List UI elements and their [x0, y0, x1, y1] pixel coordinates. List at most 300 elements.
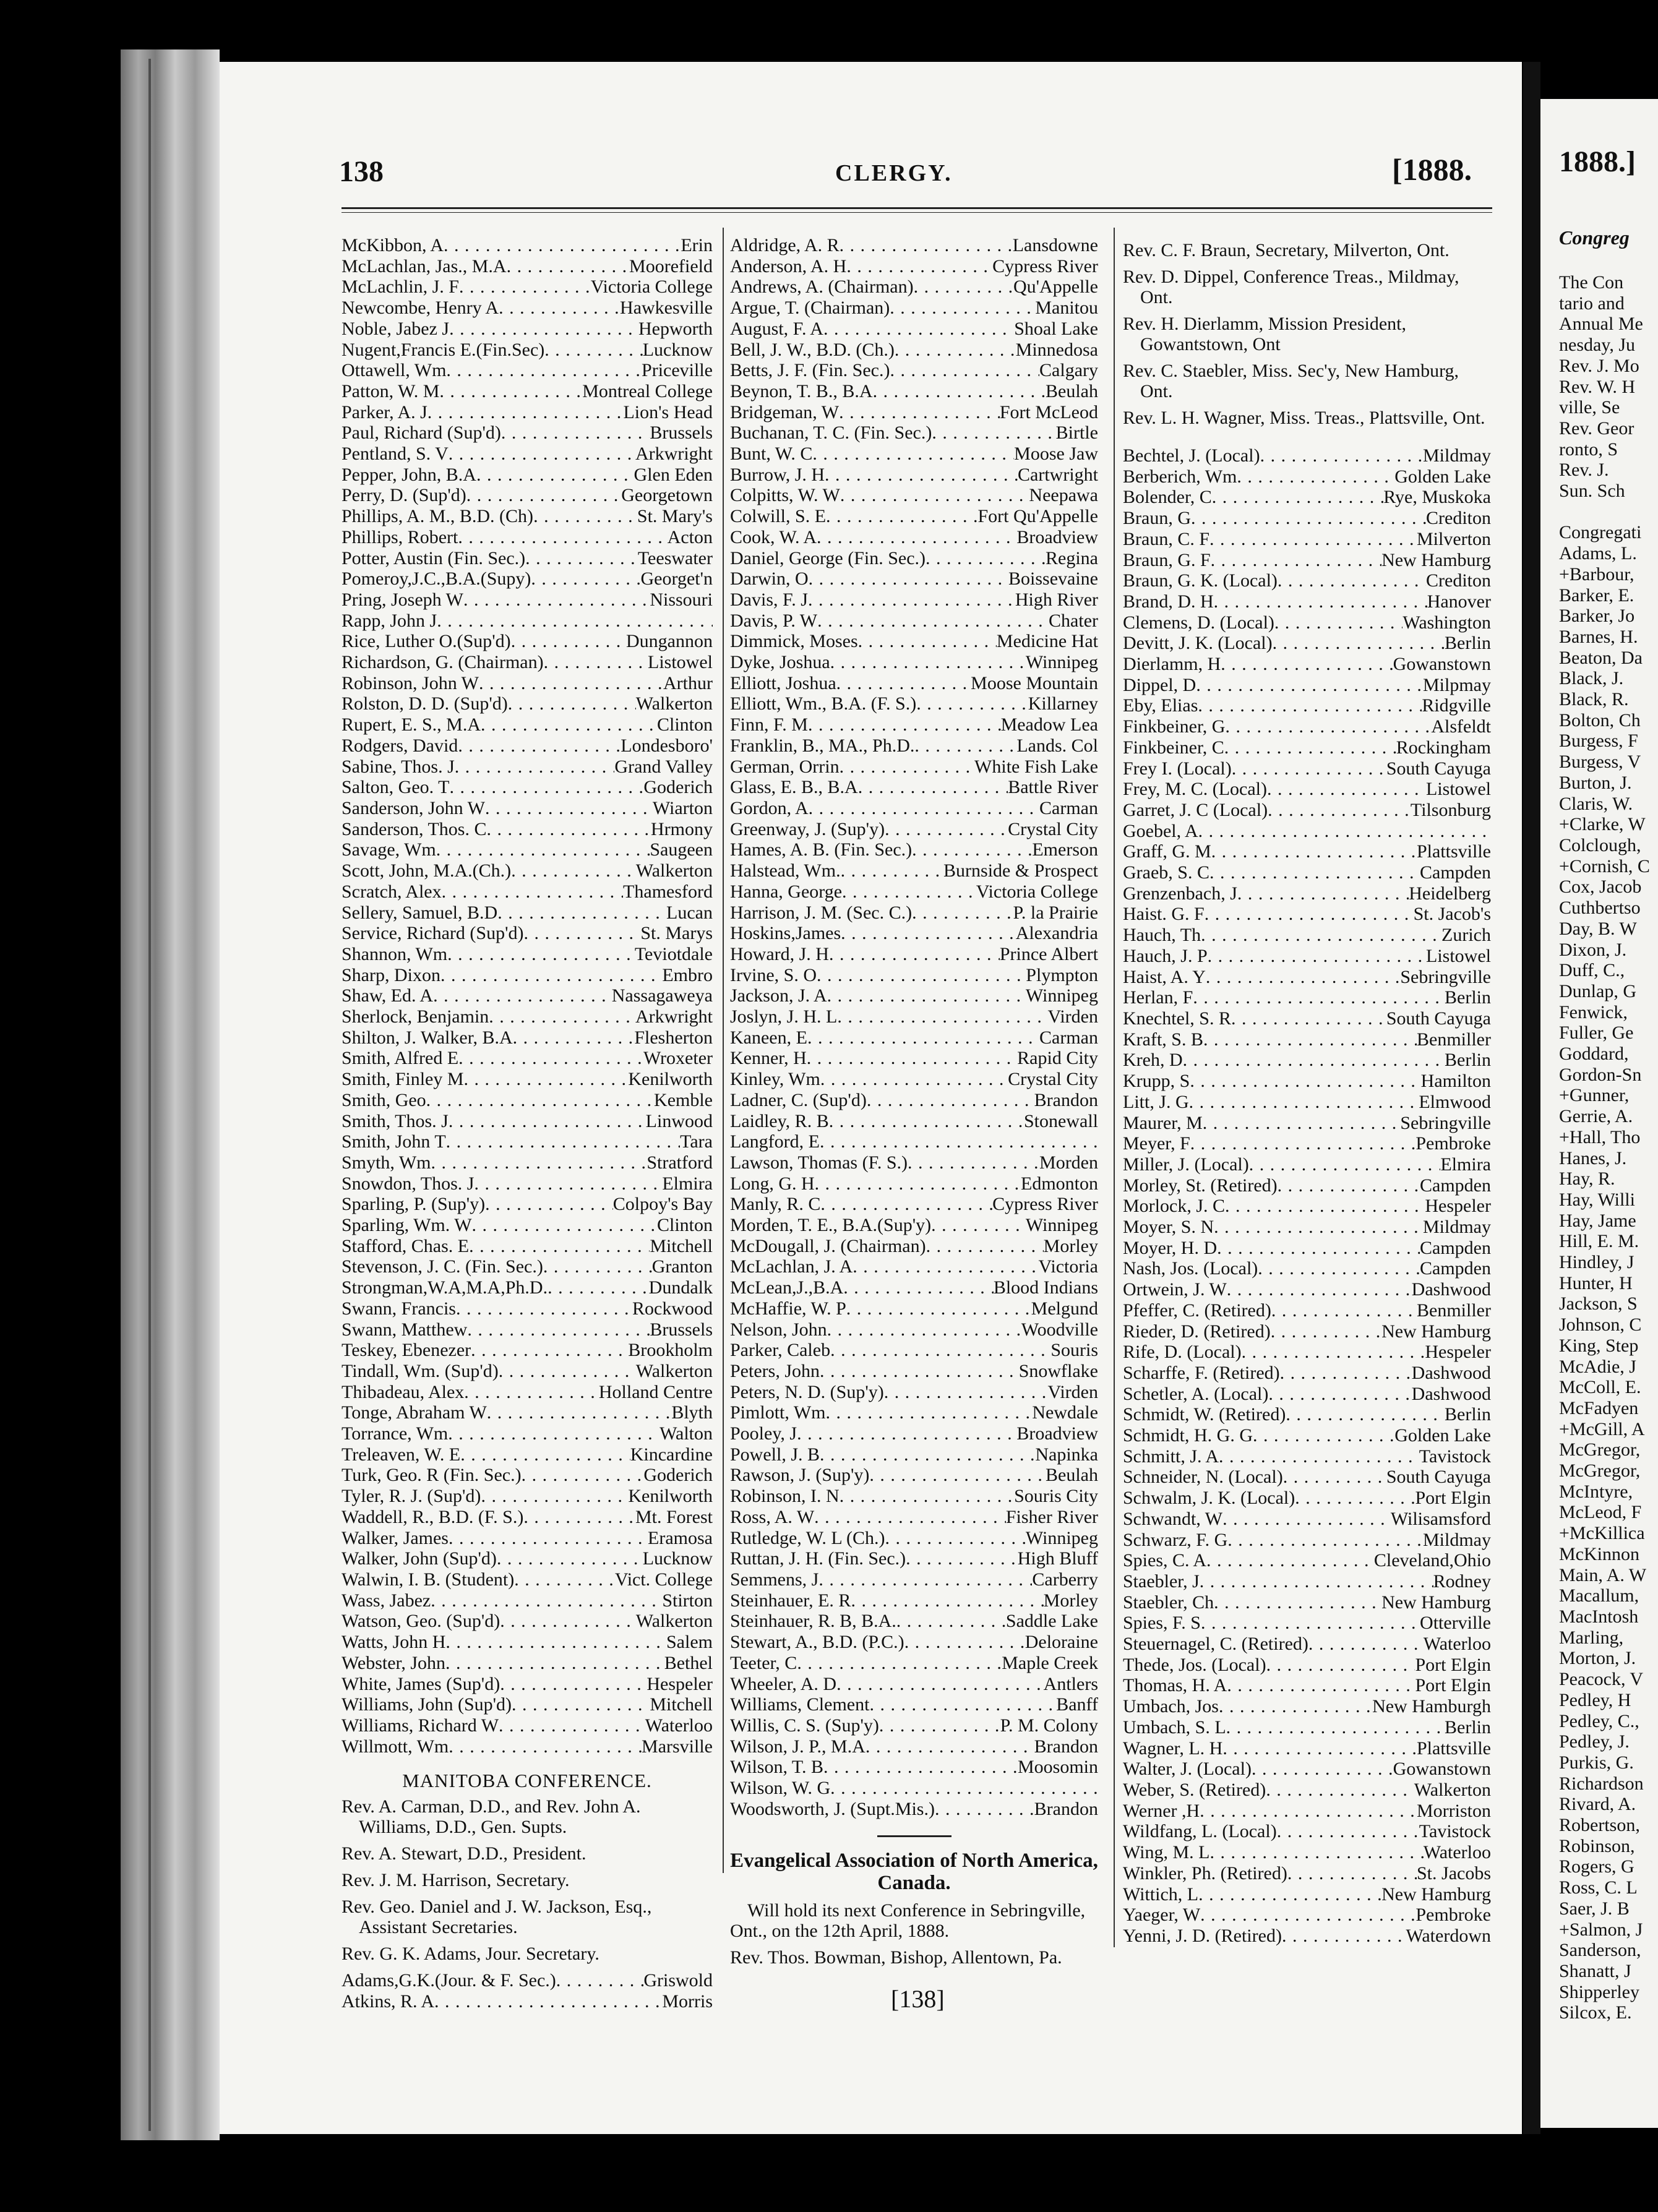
leader-dots — [449, 1736, 642, 1757]
right-page-line: Silcox, E. — [1559, 2002, 1632, 2023]
right-page-line: Dixon, J. — [1559, 939, 1627, 960]
list-item — [341, 444, 713, 465]
leader-dots — [1227, 1530, 1423, 1551]
clergy-place: Listowel — [1426, 945, 1491, 966]
clergy-name: Paul, Richard (Sup'd) — [341, 422, 501, 444]
clergy-place: Crediton — [1426, 508, 1491, 529]
clergy-name: Herlan, F — [1123, 987, 1193, 1008]
list-item — [341, 402, 713, 423]
clergy-place: Walkerton — [635, 1611, 713, 1632]
list-item — [1123, 466, 1491, 487]
clergy-name: Perry, D. (Sup'd) — [341, 485, 466, 506]
clergy-name: Sabine, Thos. J — [341, 756, 455, 777]
clergy-place: Kemble — [654, 1089, 713, 1110]
leader-dots — [818, 1569, 1032, 1590]
clergy-name: McLean,J.,B.A — [730, 1277, 844, 1298]
list-item — [341, 360, 713, 381]
list-item — [730, 1486, 1098, 1507]
clergy-name: Irvine, S. O — [730, 964, 817, 985]
clergy-place: Victoria College — [976, 881, 1098, 902]
clergy-name: Phillips, A. M., B.D. (Ch) — [341, 506, 534, 527]
right-page-line: MacIntosh — [1559, 1606, 1639, 1627]
clergy-name: Watts, John H — [341, 1632, 446, 1653]
list-item — [1123, 1675, 1491, 1696]
clergy-name: Wilson, W. G — [730, 1778, 831, 1799]
clergy-place: Cleveland,Ohio — [1373, 1550, 1491, 1571]
clergy-place: St. Jacobs — [1417, 1863, 1491, 1884]
list-item — [1123, 1029, 1491, 1050]
clergy-place: Arkwright — [635, 444, 713, 465]
clergy-name: Nelson, John — [730, 1319, 827, 1340]
clergy-place: Georgetown — [621, 485, 713, 506]
leader-dots — [511, 860, 636, 881]
list-item — [730, 1173, 1098, 1194]
leader-dots — [448, 1423, 659, 1444]
clergy-place: Souris City — [1014, 1486, 1098, 1507]
leader-dots — [449, 1111, 646, 1132]
section-rule — [877, 1835, 951, 1837]
leader-dots — [817, 965, 1026, 986]
list-item — [341, 1194, 713, 1215]
clergy-place: Berlin — [1445, 1050, 1491, 1071]
clergy-place: Nissouri — [650, 589, 713, 610]
list-item — [730, 1465, 1098, 1486]
clergy-place: Blood Indians — [993, 1277, 1098, 1298]
clergy-place: Tara — [680, 1131, 713, 1152]
list-item — [1123, 1050, 1491, 1071]
leader-dots — [840, 485, 1029, 506]
clergy-name: Strongman,W.A,M.A,Ph.D. — [341, 1277, 548, 1298]
list-item — [1123, 716, 1491, 737]
clergy-name: Lawson, Thomas (F. S.) — [730, 1152, 908, 1173]
clergy-name: Turk, Geo. R (Fin. Sec.) — [341, 1465, 522, 1486]
clergy-name: Steinhauer, E. R — [730, 1590, 851, 1611]
leader-dots — [501, 422, 650, 444]
clergy-place: Wilisamsford — [1390, 1508, 1491, 1529]
clergy-place: Brookholm — [628, 1340, 713, 1361]
notice-line: Rev. A. Stewart, D.D., President. — [341, 1843, 586, 1864]
leader-dots — [1225, 716, 1431, 737]
clergy-place: South Cayuga — [1386, 758, 1491, 779]
clergy-place: Burnside & Prospect — [943, 860, 1098, 881]
list-item — [341, 757, 713, 778]
clergy-name: Shilton, J. Walker, B.A — [341, 1027, 513, 1048]
clergy-name: Greenway, J. (Sup'y) — [730, 818, 885, 839]
list-item — [341, 381, 713, 402]
clergy-place: Sebringville — [1400, 966, 1491, 987]
clergy-place: Dundalk — [648, 1277, 713, 1298]
clergy-name: McDougall, J. (Chairman) — [730, 1235, 926, 1256]
list-item — [730, 881, 1098, 902]
clergy-name: Dierlamm, H — [1123, 654, 1221, 675]
right-page-line: Burgess, F — [1559, 731, 1638, 752]
clergy-place: Morris — [662, 1991, 713, 2012]
clergy-place: Pembroke — [1415, 1905, 1491, 1926]
clergy-name: Betts, J. F. (Fin. Sec.) — [730, 360, 890, 381]
clergy-place: Mt. Forest — [635, 1506, 713, 1527]
right-page-line: Hill, E. M. — [1559, 1231, 1639, 1252]
leader-dots — [820, 1069, 1008, 1090]
clergy-place: Alsfeldt — [1431, 716, 1491, 737]
clergy-name: Andrews, A. (Chairman) — [730, 276, 914, 298]
clergy-place: Bethel — [664, 1652, 713, 1673]
clergy-name: Schmidt, H. G. G — [1123, 1425, 1253, 1446]
leader-dots — [434, 1991, 662, 2012]
right-page-line: Dunlap, G — [1559, 980, 1636, 1001]
leader-dots — [1266, 1780, 1414, 1801]
clergy-name: Finn, F. M — [730, 714, 808, 735]
clergy-name: Rawson, J. (Sup'y) — [730, 1465, 870, 1486]
leader-dots — [1183, 1050, 1445, 1071]
clergy-place: Sebringville — [1400, 1112, 1491, 1133]
right-page-line: Macallum, — [1559, 1585, 1639, 1606]
leader-dots — [914, 276, 1013, 298]
column-divider-1 — [723, 228, 724, 1873]
clergy-name: Pimlott, Wm — [730, 1402, 826, 1423]
clergy-place: Alexandria — [1015, 923, 1098, 944]
clergy-name: Wass, Jabez — [341, 1590, 431, 1611]
right-page-line: McKinnon — [1559, 1543, 1639, 1564]
leader-dots — [1198, 821, 1491, 842]
clergy-place: Granton — [651, 1256, 713, 1277]
list-item — [1123, 800, 1491, 821]
clergy-name: Morden, T. E., B.A.(Sup'y) — [730, 1215, 932, 1236]
leader-dots — [867, 1090, 1034, 1111]
clergy-name: Darwin, O — [730, 568, 809, 589]
clergy-place: Golden Lake — [1394, 1425, 1491, 1446]
clergy-place: Chater — [1049, 610, 1098, 631]
list-item — [730, 1444, 1098, 1465]
officers-list — [1123, 240, 1491, 428]
clergy-place: Carman — [1039, 1027, 1098, 1048]
clergy-place: Linwood — [645, 1110, 713, 1131]
leader-dots — [823, 319, 1014, 340]
list-item — [730, 944, 1098, 965]
list-item — [1123, 1926, 1491, 1947]
leader-dots — [840, 1486, 1014, 1507]
clergy-place: Plattsville — [1417, 841, 1491, 862]
leader-dots — [472, 1215, 657, 1236]
list-item — [341, 1736, 713, 1757]
clergy-name: Richardson, G. (Chairman) — [341, 652, 544, 673]
clergy-place: Moose Mountain — [971, 672, 1098, 693]
list-item — [341, 589, 713, 611]
leader-dots — [1209, 1842, 1423, 1863]
clergy-place: P. la Prairie — [1013, 902, 1098, 923]
list-item — [730, 902, 1098, 924]
clergy-name: Hanna, George — [730, 881, 843, 902]
leader-dots — [1200, 1801, 1417, 1822]
leader-dots — [839, 402, 1000, 423]
list-item — [1123, 1238, 1491, 1259]
clergy-name: Walker, John (Sup'd) — [341, 1548, 497, 1569]
leader-dots — [460, 1444, 630, 1465]
leader-dots — [906, 1548, 1018, 1569]
right-page-line: Cox, Jacob — [1559, 877, 1642, 898]
list-item — [730, 860, 1098, 881]
notice-line: Rev. L. H. Wagner, Miss. Treas., Plattsville, Ont. — [1123, 408, 1485, 428]
leader-dots — [1249, 1154, 1441, 1175]
right-page-line: Rev. W. H — [1559, 376, 1636, 397]
leader-dots — [836, 1674, 1044, 1695]
clergy-place: Golden Lake — [1394, 466, 1491, 487]
list-item — [1123, 1363, 1491, 1384]
clergy-place: Winnipeg — [1025, 985, 1098, 1006]
list-item — [1123, 508, 1491, 529]
clergy-name: Wilson, J. P., M.A — [730, 1736, 866, 1757]
clergy-name: Eby, Elias — [1123, 695, 1198, 716]
clergy-place: Kincardine — [630, 1444, 713, 1465]
list-item — [1123, 1780, 1491, 1801]
list-item — [341, 944, 713, 965]
spine-edge — [148, 59, 151, 2131]
right-page-line: Gerrie, A. — [1559, 1106, 1633, 1127]
clergy-name: Ruttan, J. H. (Fin. Sec.) — [730, 1548, 906, 1569]
clergy-place: Morley — [1043, 1235, 1098, 1256]
clergy-name: Moyer, S. N — [1123, 1217, 1214, 1238]
clergy-place: Victoria College — [590, 276, 713, 298]
list-item — [341, 839, 713, 860]
leader-dots — [841, 923, 1016, 944]
clergy-name: Werner ,H — [1123, 1800, 1200, 1821]
leader-dots — [522, 1465, 644, 1486]
leader-dots — [809, 798, 1039, 819]
clergy-place: New Hamburg — [1381, 1321, 1491, 1342]
list-item — [730, 965, 1098, 986]
right-page-header: 1888.] — [1559, 145, 1636, 178]
clergy-name: Thomas, H. A — [1123, 1675, 1227, 1696]
leader-dots — [1252, 1759, 1393, 1780]
leader-dots — [458, 1048, 643, 1069]
leader-dots — [1200, 1571, 1433, 1592]
clergy-name: Devitt, J. K. (Local) — [1123, 633, 1273, 654]
list-item — [341, 340, 713, 361]
clergy-place: Antlers — [1043, 1673, 1098, 1694]
clergy-place: High River — [1015, 589, 1098, 610]
right-page-line: +McKillica — [1559, 1523, 1645, 1544]
leader-dots — [431, 1590, 662, 1611]
list-item — [730, 1340, 1098, 1361]
right-page-line: McColl, E. — [1559, 1377, 1641, 1398]
clergy-name: Graff, G. M — [1123, 841, 1211, 862]
clergy-name: Kaneen, E — [730, 1027, 807, 1048]
leader-dots — [1282, 1926, 1406, 1947]
clergy-place: Stratford — [646, 1152, 713, 1173]
list-item — [341, 1256, 713, 1277]
right-page-line: Colclough, — [1559, 834, 1641, 855]
leader-dots — [511, 631, 626, 652]
clergy-place: Lansdowne — [1012, 235, 1098, 255]
list-item — [730, 652, 1098, 673]
list-item — [1123, 862, 1491, 883]
clergy-place: Maple Creek — [1002, 1652, 1098, 1673]
list-item — [341, 923, 713, 944]
clergy-name: Sanderson, John W — [341, 797, 485, 818]
clergy-place: Pembroke — [1415, 1133, 1491, 1154]
list-item — [730, 1090, 1098, 1111]
clergy-name: Knechtel, S. R — [1123, 1008, 1231, 1029]
list-item — [1123, 675, 1491, 696]
right-page-line: McFadyen — [1559, 1397, 1639, 1418]
list-item — [730, 1778, 1098, 1799]
list-item — [1123, 1446, 1491, 1467]
clergy-place: Fort McLeod — [999, 401, 1098, 422]
right-page-line: Hunter, H — [1559, 1272, 1633, 1293]
clergy-name: Finkbeiner, C — [1123, 737, 1224, 758]
leader-dots — [1209, 862, 1420, 883]
list-item — [730, 256, 1098, 277]
leader-dots — [1267, 779, 1426, 800]
list-item — [1123, 1258, 1491, 1279]
leader-dots — [825, 1402, 1032, 1423]
list-item — [341, 1444, 713, 1465]
clergy-place: Mitchell — [650, 1235, 713, 1256]
right-page-line: Pedley, J. — [1559, 1731, 1630, 1752]
list-item — [341, 819, 713, 840]
list-item — [1123, 1008, 1491, 1029]
clergy-name: Rutledge, W. L (Ch.) — [730, 1527, 885, 1548]
list-item — [341, 735, 713, 757]
clergy-name: Woodsworth, J. (Supt.Mis.) — [730, 1798, 935, 1819]
list-item — [730, 1736, 1098, 1757]
clergy-name: Williams, Richard W — [341, 1715, 499, 1736]
clergy-name: Ladner, C. (Sup'd) — [730, 1089, 867, 1110]
list-item — [341, 506, 713, 527]
leader-dots — [1196, 675, 1423, 696]
leader-dots — [885, 1528, 1026, 1549]
list-item — [730, 1048, 1098, 1069]
leader-dots — [908, 1152, 1039, 1173]
right-page-line: Robertson, — [1559, 1815, 1640, 1836]
leader-dots — [543, 1256, 652, 1277]
leader-dots — [808, 714, 1001, 735]
clergy-place: Lucknow — [642, 339, 713, 360]
clergy-name: Wheeler, A. D — [730, 1673, 837, 1694]
list-item — [730, 777, 1098, 798]
list-item — [341, 652, 713, 673]
clergy-name: Scratch, Alex — [341, 881, 442, 902]
clergy-place: Saugeen — [650, 839, 713, 860]
leader-dots — [1219, 1446, 1419, 1467]
list-item — [341, 1715, 713, 1736]
leader-dots — [500, 1611, 635, 1632]
right-page-line: ronto, S — [1559, 439, 1618, 460]
clergy-place: Crystal City — [1008, 818, 1098, 839]
clergy-name: Morlock, J. C — [1123, 1196, 1225, 1217]
list-item — [730, 923, 1098, 944]
leader-dots — [446, 1131, 680, 1152]
clergy-name: Bell, J. W., B.D. (Ch.) — [730, 339, 895, 360]
leader-dots — [481, 1486, 628, 1507]
clergy-name: Laidley, R. B — [730, 1110, 829, 1131]
clergy-name: Waddell, R., B.D. (F. S.) — [341, 1506, 524, 1527]
clergy-place: Tavistock — [1419, 1821, 1491, 1842]
clergy-place: Fisher River — [1005, 1506, 1098, 1527]
clergy-name: Potter, Austin (Fin. Sec.) — [341, 547, 526, 568]
list-item — [341, 1528, 713, 1549]
clergy-name: Umbach, Jos — [1123, 1696, 1219, 1717]
clergy-name: Bechtel, J. (Local) — [1123, 445, 1260, 466]
clergy-place: Waterdown — [1406, 1925, 1491, 1946]
list-item — [730, 589, 1098, 611]
list-item — [341, 1382, 713, 1403]
list-item — [730, 1319, 1098, 1340]
leader-dots — [912, 839, 1032, 860]
right-page-line: Cuthbertso — [1559, 898, 1641, 919]
leader-dots — [827, 1319, 1021, 1340]
clergy-place: Brandon — [1034, 1089, 1098, 1110]
clergy-place: Broadview — [1016, 1423, 1098, 1444]
leader-dots — [446, 360, 642, 381]
clergy-place: Moorefield — [629, 255, 713, 276]
list-item — [730, 819, 1098, 840]
clergy-name: Teeter, C — [730, 1652, 797, 1673]
leader-dots — [1227, 1675, 1415, 1696]
clergy-name: Robinson, I. N — [730, 1486, 840, 1507]
clergy-name: Braun, C. F — [1123, 528, 1210, 549]
leader-dots — [926, 1236, 1044, 1257]
leader-dots — [1237, 466, 1394, 487]
list-item — [730, 735, 1098, 757]
list-item — [730, 839, 1098, 860]
list-item — [1123, 1384, 1491, 1405]
clergy-place: New Hamburg — [1381, 1884, 1491, 1905]
list-item — [1123, 1342, 1491, 1363]
leader-dots — [1222, 1738, 1417, 1759]
clergy-name: Phillips, Robert — [341, 526, 458, 547]
clergy-name: Haist. G. F — [1123, 904, 1205, 925]
clergy-name: Moyer, H. D — [1123, 1237, 1218, 1258]
right-page-line: +Clarke, W — [1559, 814, 1646, 835]
clergy-name: Long, G. H — [730, 1173, 815, 1194]
list-item — [341, 1970, 713, 1991]
leader-dots — [926, 548, 1046, 569]
list-item — [730, 360, 1098, 381]
clergy-name: Miller, J. (Local) — [1123, 1154, 1249, 1175]
column-2 — [730, 235, 1098, 1974]
clergy-name: Hauch, J. P — [1123, 945, 1208, 966]
leader-dots — [932, 422, 1055, 444]
leader-dots — [1198, 695, 1422, 716]
clergy-place: Woodville — [1021, 1319, 1098, 1340]
leader-dots — [841, 860, 943, 881]
clergy-place: Virden — [1047, 1381, 1098, 1402]
leader-dots — [439, 381, 582, 402]
leader-dots — [830, 1778, 1098, 1799]
list-item — [1123, 758, 1491, 779]
clergy-name: Elliott, Joshua — [730, 672, 836, 693]
clergy-name: Hauch, Th — [1123, 925, 1201, 946]
leader-dots — [873, 381, 1046, 402]
right-page-line: Burgess, V — [1559, 752, 1641, 773]
leader-dots — [884, 1382, 1048, 1403]
clergy-name: Ortwein, J. W — [1123, 1279, 1227, 1300]
clergy-place: Cypress River — [992, 1194, 1098, 1215]
notice-line: Rev. C. F. Braun, Secretary, Milverton, Ont. — [1123, 240, 1450, 260]
clergy-place: New Hamburg — [1381, 1592, 1491, 1613]
list-item — [341, 1069, 713, 1090]
right-page-line: Morton, J. — [1559, 1648, 1636, 1669]
right-page-line: Barker, Jo — [1559, 606, 1635, 627]
right-page-line: Hay, Jame — [1559, 1210, 1636, 1231]
right-page-line: Rivard, A. — [1559, 1794, 1636, 1815]
clergy-place: Rodney — [1433, 1571, 1491, 1592]
right-page-line: The Con — [1559, 272, 1624, 293]
leader-dots — [1278, 570, 1426, 591]
list-item — [1123, 1071, 1491, 1092]
clergy-name: Pfeffer, C. (Retired) — [1123, 1300, 1271, 1321]
list-item — [341, 1361, 713, 1382]
